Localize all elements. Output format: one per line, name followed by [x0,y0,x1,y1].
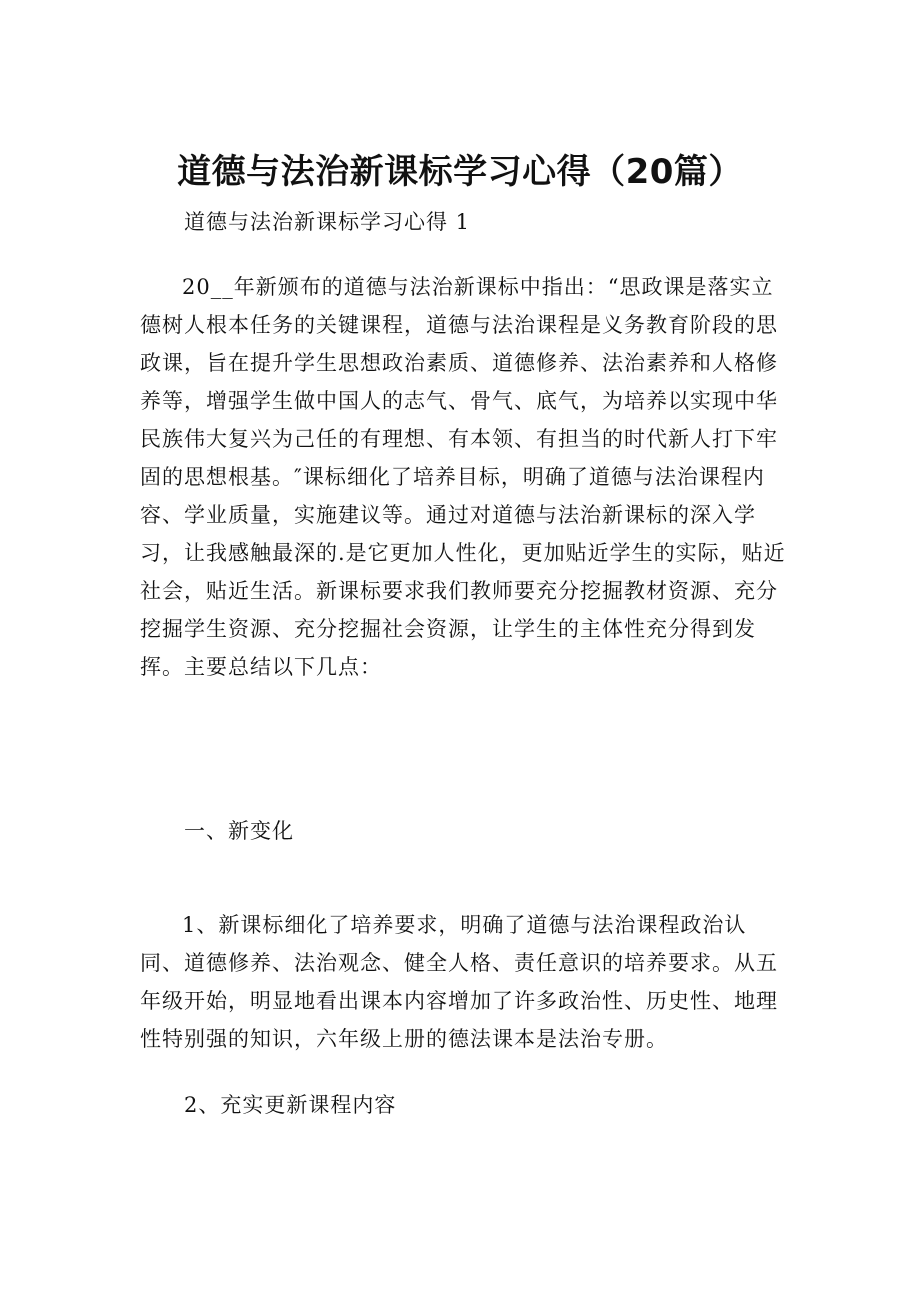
item-2-heading: 2、充实更新课程内容 [184,1093,397,1117]
item-1-paragraph: 1、新课标细化了培养要求，明确了道德与法治课程政治认同、道德修养、法治观念、健全人格、责任意识的培养要求。从五年级开始，明显地看出课本内容增加了许多政治性、历史性、地理性特别强的知识，六年级上册的德法课本是法治专册。 [140,913,778,1051]
document-title: 道德与法治新课标学习心得（20篇） [177,152,743,192]
intro-paragraph: 20__年新颁布的道德与法治新课标中指出：“思政课是落实立德树人根本任务的关键课程，道德与法治课程是义务教育阶段的思政课，旨在提升学生思想政治素质、道德修养、法治素养和人格修养等，增强学生做中国人的志气、骨气、底气，为培养以实现中华民族伟大复兴为己任的有理想、有本领、有担当的时代新人打下牢固的思想根基。″课标细化了培养目标，明确了道德与法治课程内容、学业质量，实施建议等。通过对道德与法治新课标的深入学习，让我感触最深的.是它更加人性化，更加贴近学生的实际，贴近社会，贴近生活。新课标要求我们教师要充分挖掘教材资源、充分挖掘学生资源、充分挖掘社会资源，让学生的主体性充分得到发挥。主要总结以下几点： [140,275,786,679]
document-subtitle: 道德与法治新课标学习心得 1 [184,210,471,234]
section-heading-new-changes: 一、新变化 [184,819,294,843]
